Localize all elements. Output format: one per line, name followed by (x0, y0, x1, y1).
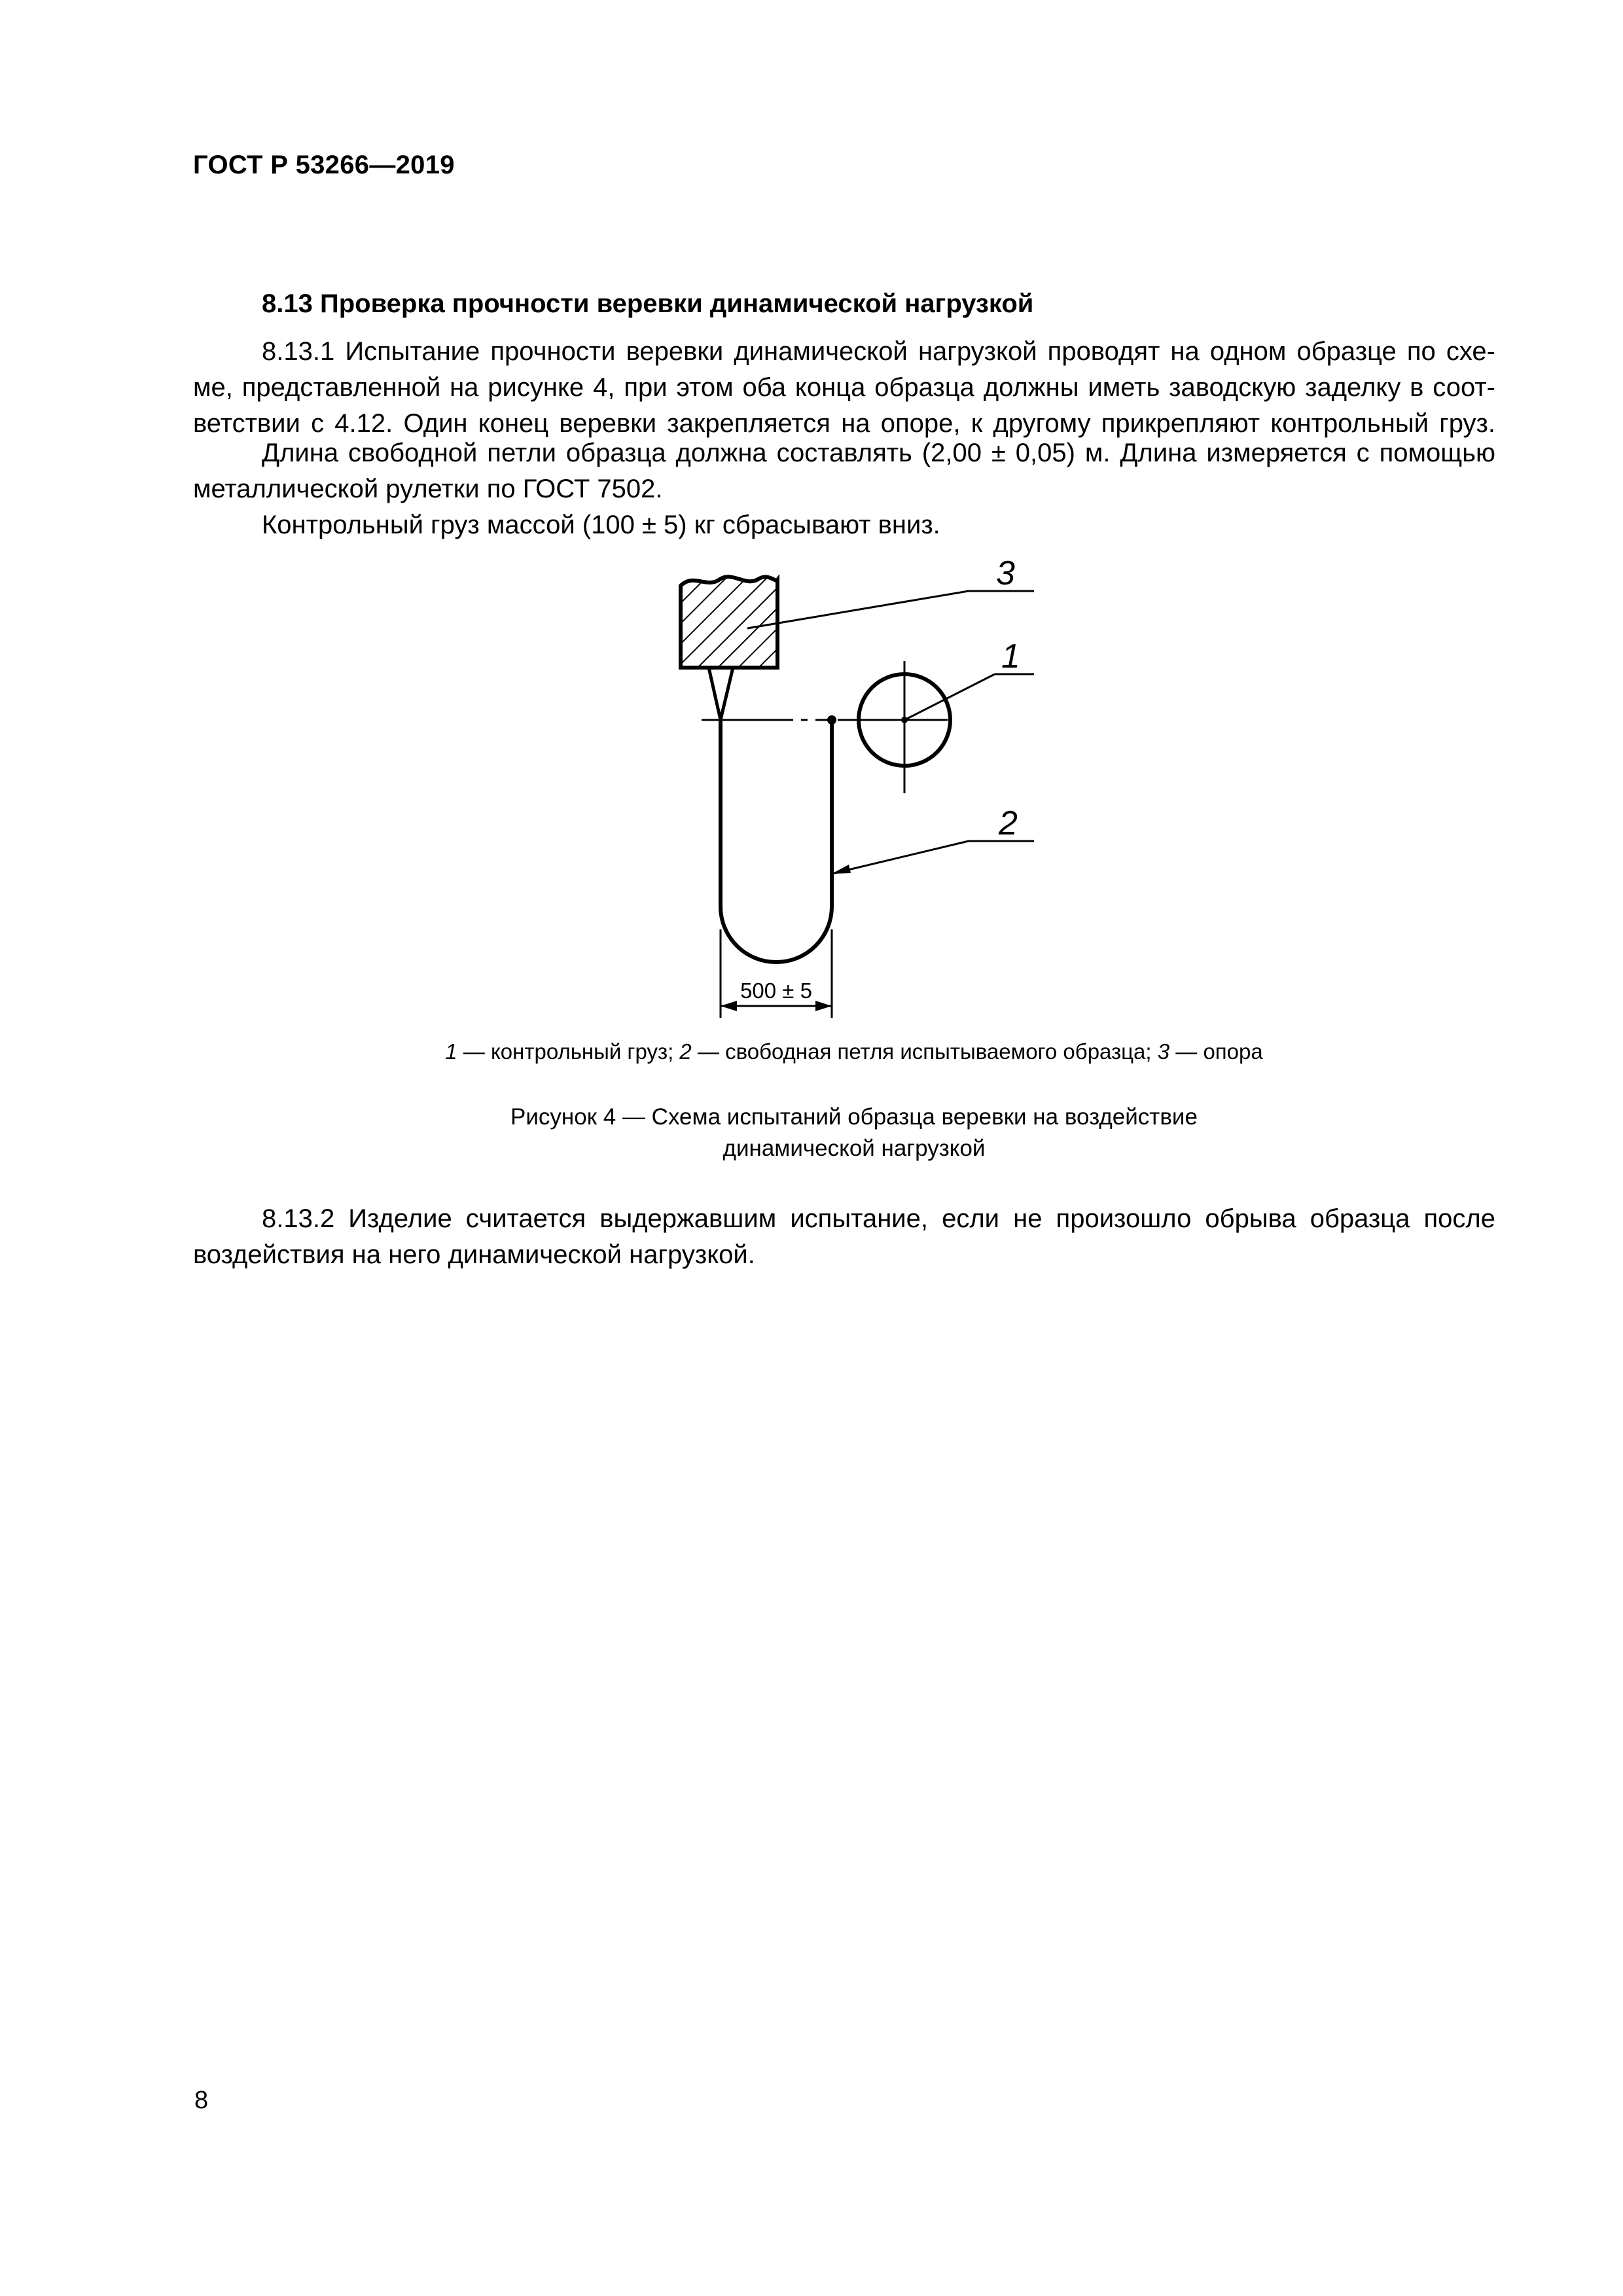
paragraph-line: 8.13.2 Изделие считается выдержавшим испытание, если не произошло обрыва образца после (262, 1204, 1495, 1233)
rope-loop (721, 720, 832, 962)
document-code: ГОСТ Р 53266—2019 (193, 151, 455, 179)
loop-width-dimension (721, 929, 832, 1018)
legend-number-3: 3 (1157, 1039, 1170, 1064)
dimension-label: 500 ± 5 (740, 978, 812, 1003)
paragraph-8-13-2 (193, 1201, 1495, 1273)
rope-anchor-triangle (709, 668, 733, 720)
paragraph-line: 8.13.1 Испытание прочности веревки динамической нагрузкой проводят на одном образце по схе- (262, 337, 1495, 366)
figure-legend (0, 1039, 1623, 1064)
legend-number-1: 1 (445, 1039, 457, 1064)
control-weight (838, 661, 950, 793)
callout-3-label: 3 (996, 554, 1015, 592)
paragraph-line: Контрольный груз массой (100 ± 5) кг сбрасывают вниз. (262, 511, 940, 539)
paragraph-line: Длина свободной петли образца должна составлять (2,00 ± 0,05) м. Длина измеряется с помощью (262, 439, 1495, 467)
callout-2 (832, 804, 1034, 874)
legend-text-1: — контрольный груз; (457, 1039, 680, 1064)
callout-3 (747, 554, 1034, 628)
figure-caption-line: динамической нагрузкой (722, 1136, 986, 1161)
legend-text-3: — опора (1169, 1039, 1263, 1064)
figure-caption-line: Рисунок 4 — Схема испытаний образца веревки на воздействие (510, 1104, 1198, 1130)
page-number: 8 (194, 2087, 209, 2114)
callout-2-label: 2 (999, 804, 1018, 842)
paragraph-line: ветствии с 4.12. Один конец веревки закрепляется на опоре, к другому прикрепляют контрольный груз. (193, 409, 1495, 438)
figure-caption (0, 1102, 1623, 1164)
callout-1-label: 1 (1001, 637, 1020, 675)
legend-number-2: 2 (679, 1039, 692, 1064)
rope-weight-knot (827, 715, 836, 725)
support-block (674, 563, 785, 674)
paragraph-line: металлической рулетки по ГОСТ 7502. (193, 475, 663, 503)
section-heading: 8.13 Проверка прочности веревки динамической нагрузкой (262, 289, 1034, 318)
paragraph-line: ме, представленной на рисунке 4, при этом оба конца образца должны иметь заводскую заделку в соот- (193, 373, 1495, 402)
legend-text-2: — свободная петля испытываемого образца; (691, 1039, 1158, 1064)
paragraph-line: воздействия на него динамической нагрузкой. (193, 1240, 755, 1269)
